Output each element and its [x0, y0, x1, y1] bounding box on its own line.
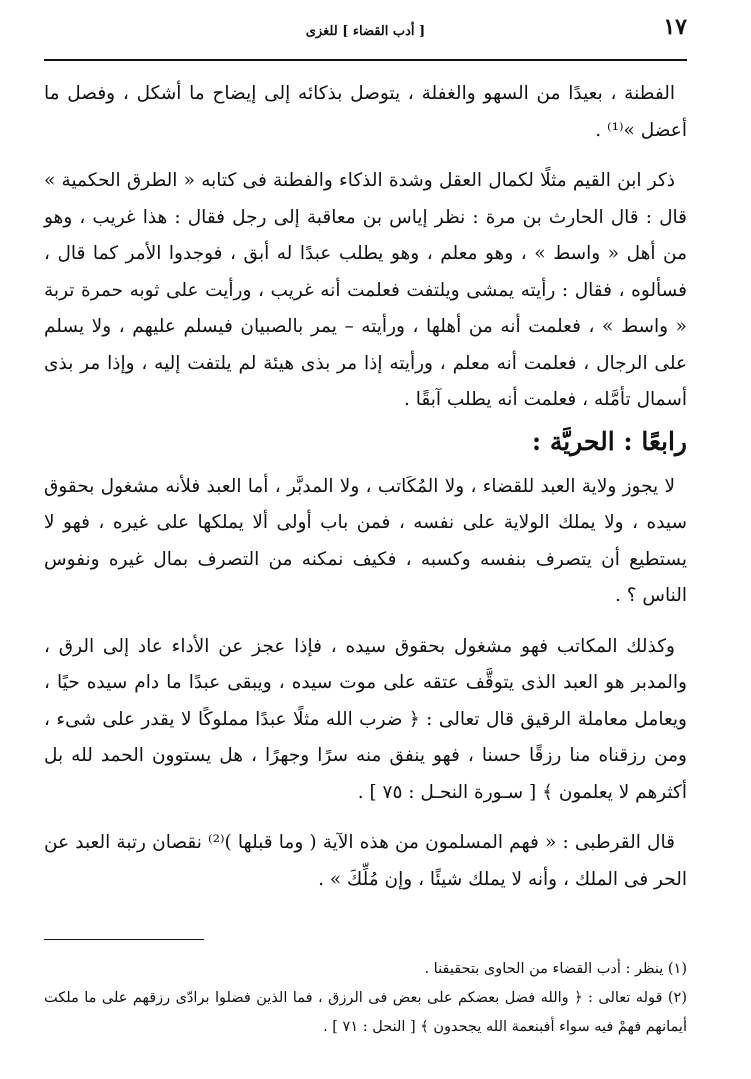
- page-header: [44, 14, 687, 54]
- footnote-1: (١) ينظر : أدب القضاء من الحاوى بتحقيقنا .: [424, 961, 687, 977]
- section-heading: رابعًا : الحريَّة :: [531, 426, 687, 456]
- footnote-2: (٢) قوله تعالى : ﴿ والله فضل بعضكم على بعض فى الرزق ، فما الذين فضلوا برادّى رزقهم على ما ملكت أيمانهم فهمْ فيه سواء أفبنعمة الله يجحدون ﴾ [ النحل : ٧١ ] .: [44, 990, 687, 1035]
- header-divider: [44, 59, 687, 61]
- running-title: [ أدب القضاء ] للغزى: [305, 24, 426, 39]
- main-text: [44, 76, 687, 898]
- paragraph-4: وكذلك المكاتب فهو مشغول بحقوق سيده ، فإذا عجز عن الأداء عاد إلى الرق ، والمدبر هو العبد الذى يتوقَّف عتقه على موت سيده ، ويبقى عبدًا ما دام سيده حيًا ، ويعامل معاملة الرقيق قال تعالى : ﴿ ضرب الله مثلًا عبدًا مملوكًا لا يقدر على شىء ، ومن رزقناه منا رزقًا حسنا ، فهو ينفق منه سرًا وجهرًا ، هل يستوون الحمد لله بل أكثرهم لا يعلمون ﴾ [ سـورة النحـل : ٧٥ ] .: [44, 635, 687, 803]
- book-page: [44, 0, 687, 1079]
- paragraph-3: لا يجوز ولاية العبد للقضاء ، ولا المُكَاتب ، ولا المدبَّر ، أما العبد فلأنه مشغول بحقوق سيده ، ولا يملك الولاية على نفسه ، فمن باب أولى ألا يملكها على غيره ، فهو لا يستطيع أن يتصرف بنفسه وكسبه ، فكيف نمكنه من التصرف بمال غيره ونفوس الناس ؟ .: [44, 475, 687, 606]
- paragraph-5: قال القرطبى : « فهم المسلمون من هذه الآية ( وما قبلها )⁽²⁾ نقصان رتبة العبد عن الحر فى الملك ، وأنه لا يملك شيئًا ، وإن مُلِّكَ » .: [44, 832, 687, 890]
- footnotes: [44, 955, 687, 1042]
- paragraph-1: الفطنة ، بعيدًا من السهو والغفلة ، يتوصل بذكائه إلى إيضاح ما أشكل ، وفصل ما أعضل »⁽¹⁾ .: [44, 83, 687, 141]
- footnote-divider: [44, 939, 204, 940]
- paragraph-2: ذكر ابن القيم مثلًا لكمال العقل وشدة الذكاء والفطنة فى كتابه « الطرق الحكمية » قال : قال الحارث بن مرة : نظر إياس بن معاقبة إلى رجل فقال : هذا غريب ، وهو من أهل « واسط » ، وهو معلم ، وهو يطلب عبدًا له أبق ، فوجدوا الأمر كما قال ، فسألوه ، فقال : رأيته يمشى ويلتفت فعلمت أنه غريب ، ورأيت على ثوبه حمرة تربة « واسط » ، فعلمت أنه من أهلها ، ورأيته – يمر بالصبيان فيسلم عليهم ، ولا يسلم على الرجال ، فعلمت أنه معلم ، ورأيته إذا مر بذى هيئة لم يلتفت إليه ، وإذا مر بذى أسمال تأمَّله ، فعلمت أنه يطلب آبقًا .: [44, 170, 687, 410]
- page-number: ١٧: [663, 14, 687, 40]
